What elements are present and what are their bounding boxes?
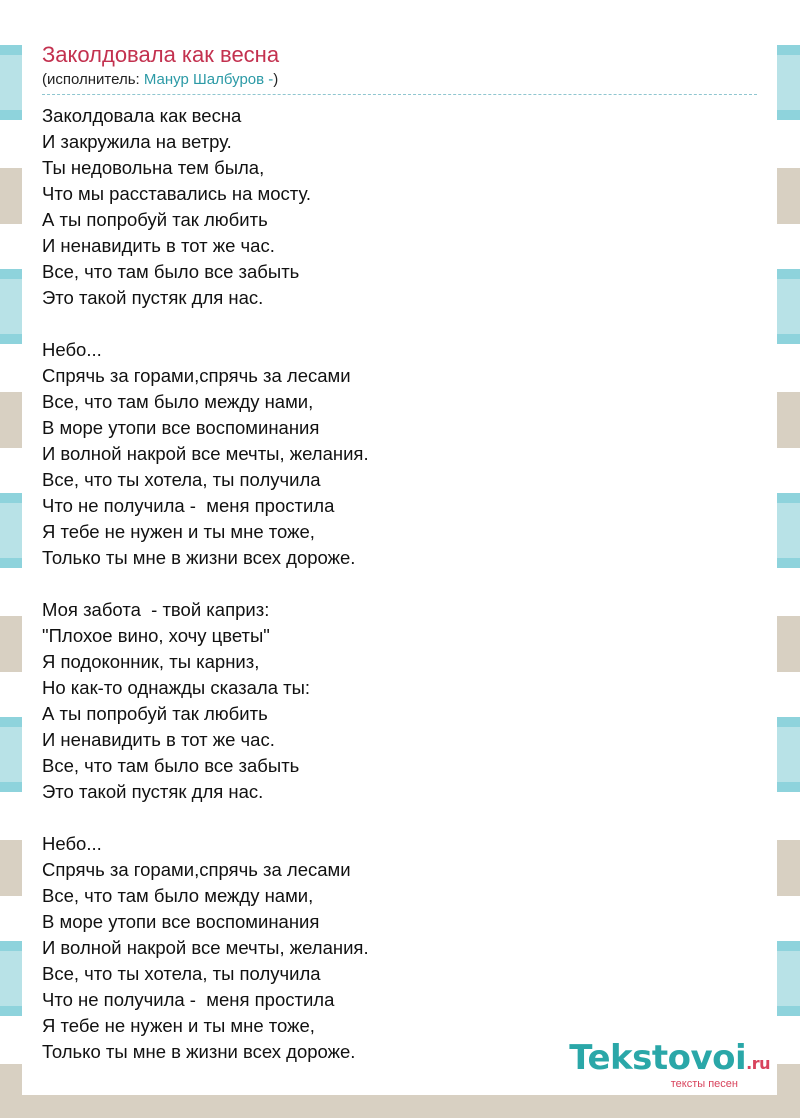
- lyrics-line: Небо...: [42, 833, 102, 854]
- artist-link[interactable]: Манур Шалбуров -: [143, 71, 274, 88]
- lyrics-line: Спрячь за горами,спрячь за лесами: [42, 365, 351, 386]
- logo-domain: .ru: [746, 1054, 770, 1073]
- lyrics-line: Это такой пустяк для нас.: [42, 781, 264, 802]
- lyrics-line: Все, что там было между нами,: [42, 391, 314, 412]
- lyrics-line: Все, что там было все забыть: [42, 755, 300, 776]
- lyrics-line: Моя забота - твой каприз:: [42, 599, 270, 620]
- lyrics-line: Но как-то однажды сказала ты:: [42, 677, 311, 698]
- lyrics-line: Спрячь за горами,спрячь за лесами: [42, 859, 351, 880]
- lyrics-line: Это такой пустяк для нас.: [42, 287, 264, 308]
- lyrics-line: Небо...: [42, 339, 102, 360]
- lyrics-stanza: [42, 831, 757, 1065]
- lyrics-line: Только ты мне в жизни всех дороже.: [42, 547, 356, 568]
- lyrics-line: И ненавидить в тот же час.: [42, 235, 275, 256]
- lyrics-line: И волной накрой все мечты, желания.: [42, 443, 369, 464]
- lyrics-line: Все, что там было все забыть: [42, 261, 300, 282]
- lyrics-line: Заколдовала как весна: [42, 105, 242, 126]
- performer-line: [42, 70, 757, 95]
- lyrics-line: А ты попробуй так любить: [42, 703, 268, 724]
- lyrics-stanza: [42, 337, 757, 571]
- lyrics-line: Я тебе не нужен и ты мне тоже,: [42, 1015, 315, 1036]
- lyrics-line: В море утопи все воспоминания: [42, 417, 320, 438]
- song-title: Заколдовала как весна: [42, 42, 280, 67]
- logo-main-text: Tekstovoi: [569, 1038, 747, 1078]
- performer-suffix: ): [273, 71, 279, 88]
- lyrics-line: "Плохое вино, хочу цветы": [42, 625, 270, 646]
- lyrics-body: [42, 103, 757, 1065]
- lyrics-line: А ты попробуй так любить: [42, 209, 268, 230]
- lyrics-stanza: [42, 103, 757, 311]
- logo-wordmark: [569, 1040, 770, 1082]
- lyrics-line: И волной накрой все мечты, желания.: [42, 937, 369, 958]
- performer-prefix: (исполнитель:: [42, 71, 144, 88]
- lyrics-page: [22, 22, 777, 1095]
- lyrics-line: В море утопи все воспоминания: [42, 911, 320, 932]
- lyrics-line: Я тебе не нужен и ты мне тоже,: [42, 521, 315, 542]
- logo-tagline: тексты песен: [670, 1078, 738, 1090]
- lyrics-line: Что не получила - меня простила: [42, 989, 335, 1010]
- lyrics-line: Только ты мне в жизни всех дороже.: [42, 1041, 356, 1062]
- lyrics-line: Все, что ты хотела, ты получила: [42, 469, 321, 490]
- site-logo[interactable]: [569, 1040, 770, 1090]
- lyrics-line: И ненавидить в тот же час.: [42, 729, 275, 750]
- lyrics-line: Все, что там было между нами,: [42, 885, 314, 906]
- lyrics-line: Что не получила - меня простила: [42, 495, 335, 516]
- lyrics-line: И закружила на ветру.: [42, 131, 232, 152]
- lyrics-line: Что мы расставались на мосту.: [42, 183, 311, 204]
- lyrics-line: Все, что ты хотела, ты получила: [42, 963, 321, 984]
- lyrics-line: Ты недовольна тем была,: [42, 157, 265, 178]
- lyrics-stanza: [42, 597, 757, 805]
- lyrics-line: Я подоконник, ты карниз,: [42, 651, 260, 672]
